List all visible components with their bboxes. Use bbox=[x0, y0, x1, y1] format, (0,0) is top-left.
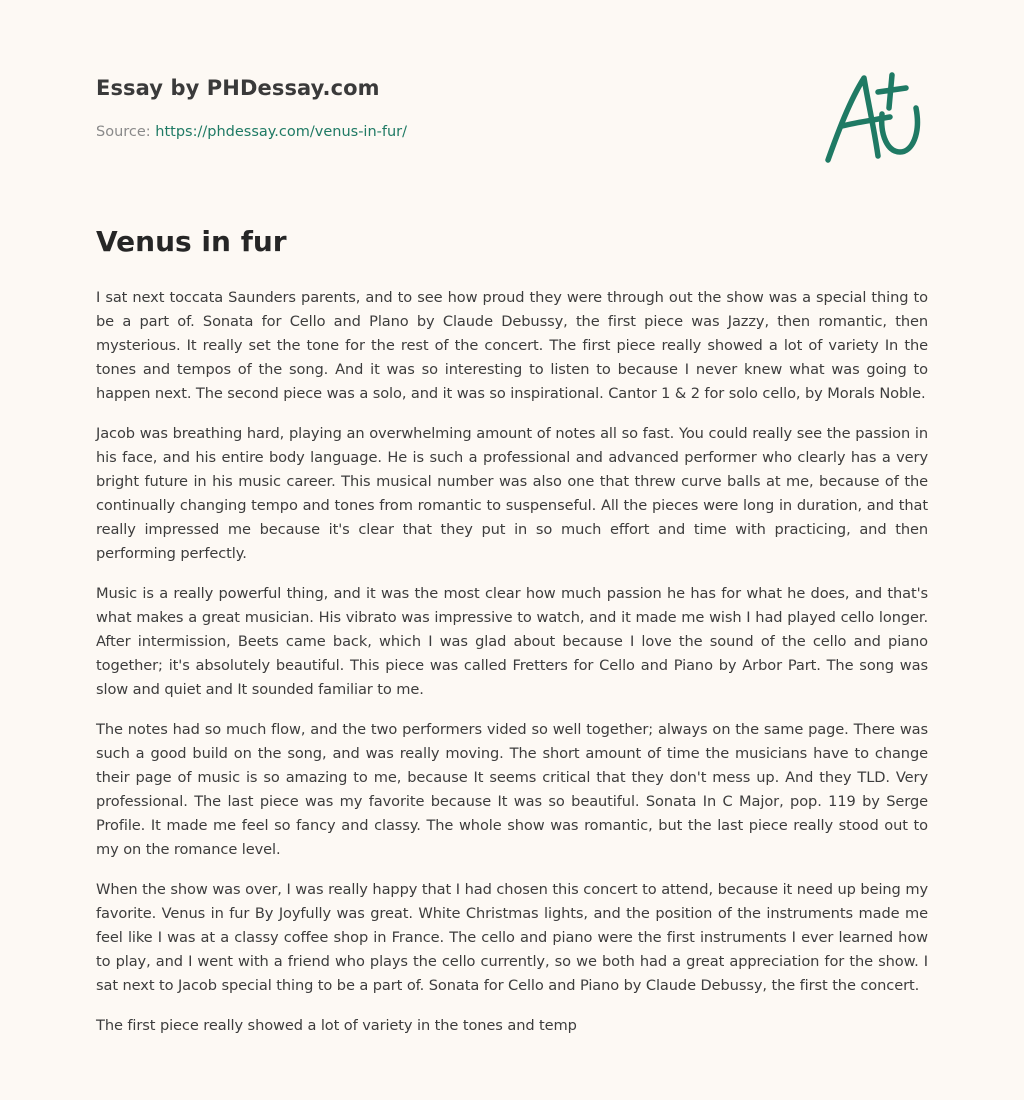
source-label: Source: bbox=[96, 124, 156, 140]
source-line bbox=[96, 124, 407, 140]
essay-body bbox=[96, 286, 928, 1054]
essay-paragraph: I sat next toccata Saunders parents, and to see how proud they were through out the show was a special thing to be a part of. Sonata for Cello and Plano by Claude Debussy, the first piece was Jazzy, then romantic, then mysterious. It really set the tone for the rest of the concert. The first piece really showed a lot of variety In the tones and tempos of the song. And it was so interesting to listen to because I never knew what was going to happen next. The second piece was a solo, and it was so inspirational. Cantor 1 & 2 for solo cello, by Morals Noble. bbox=[96, 289, 928, 402]
essay-paragraph: The notes had so much flow, and the two performers vided so well together; always on the same page. There was such a good build on the song, and was really moving. The short amount of time the musicians have to change their page of music is so amazing to me, because It seems critical that they don't mess up. And they TLD. Very professional. The last piece was my favorite because It was so beautiful. Sonata In C Major, pop. 119 by Serge Profile. It made me feel so fancy and classy. The whole show was romantic, but the last piece really stood out to my on the romance level. bbox=[96, 721, 928, 858]
essay-paragraph: When the show was over, I was really happy that I had chosen this concert to attend, because it need up being my favorite. Venus in fur By Joyfully was great. White Christmas lights, and the position of the instruments made me feel like I was at a classy coffee shop in France. The cello and piano were the first instruments I ever learned how to play, and I went with a friend who plays the cello currently, so we both had a great appreciation for the show. I sat next to Jacob special thing to be a part of. Sonata for Cello and Piano by Claude Debussy, the first the concert. bbox=[96, 881, 928, 994]
a-plus-grade-icon bbox=[824, 70, 928, 166]
essay-paragraph: Music is a really powerful thing, and it was the most clear how much passion he has for what he does, and that's what makes a great musician. His vibrato was impressive to watch, and it made me wish I had played cello longer. After intermission, Beets came back, which I was glad about because I love the sound of the cello and piano together; it's absolutely beautiful. This piece was called Fretters for Cello and Piano by Arbor Part. The song was slow and quiet and It sounded familiar to me. bbox=[96, 585, 928, 698]
source-link[interactable]: https://phdessay.com/venus-in-fur/ bbox=[155, 124, 408, 140]
essay-paragraph: Jacob was breathing hard, playing an overwhelming amount of notes all so fast. You could really see the passion in his face, and his entire body language. He is such a professional and advanced performer who clearly has a very bright future in his music career. This musical number was also one that threw curve balls at me, because of the continually changing tempo and tones from romantic to suspenseful. All the pieces were long in duration, and that really impressed me because it's clear that they put in so much effort and time with practicing, and then performing perfectly. bbox=[96, 425, 928, 562]
essay-paragraph: The first piece really showed a lot of variety in the tones and temp bbox=[96, 1017, 577, 1034]
essay-title: Venus in fur bbox=[96, 225, 287, 258]
site-brand: Essay by PHDessay.com bbox=[96, 76, 380, 100]
